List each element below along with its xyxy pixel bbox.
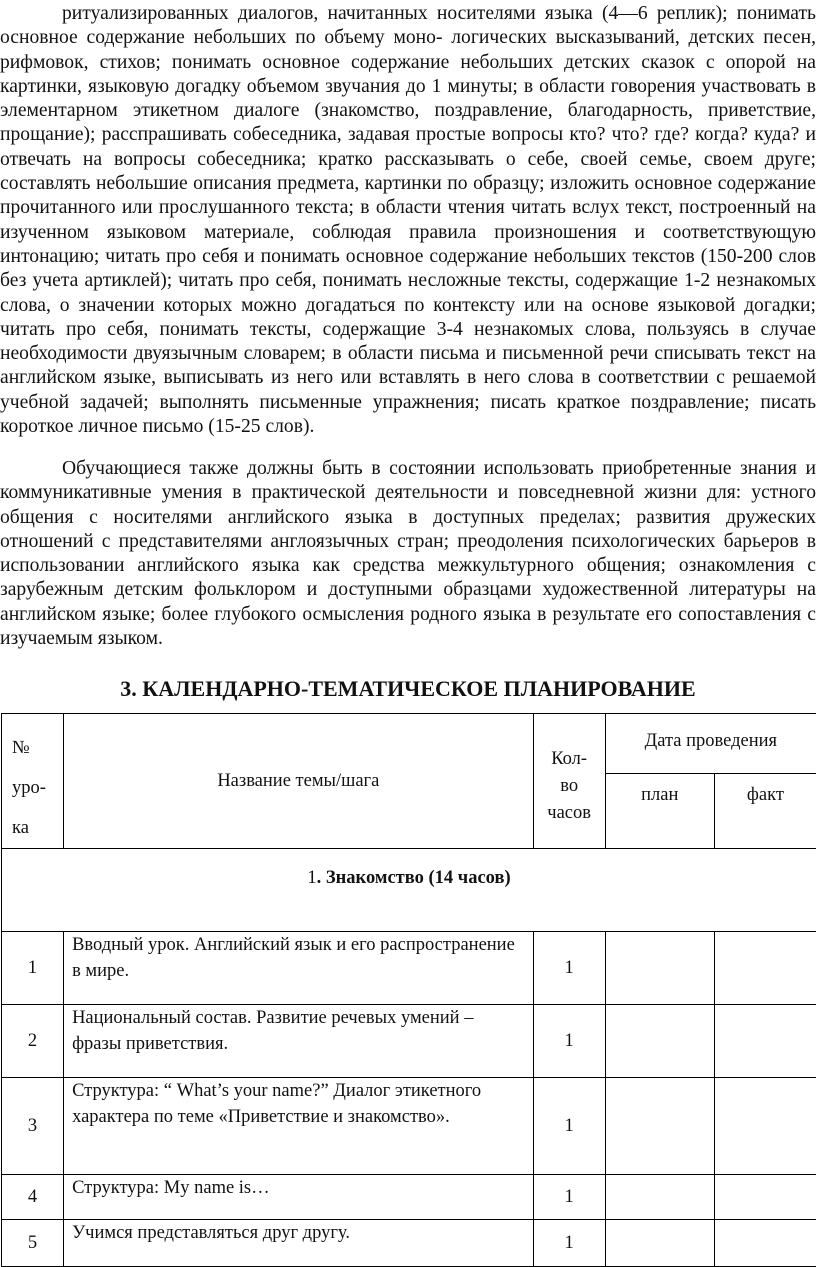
row-plan-date: [605, 1175, 714, 1220]
row-number: 1: [2, 932, 64, 1005]
row-fact-date: [714, 932, 816, 1005]
row-fact-date: [714, 1078, 816, 1175]
header-topic-name: Название темы/шага: [64, 714, 534, 849]
header-hours-line2: во: [534, 773, 605, 800]
paragraph-2: Обучающиеся также должны быть в состоянии использовать приобретенные знания и коммуникативные умения в практической деятельности и повседневной жизни для: устного общения с носителями английского языка в доступных пределах; развития дружеских отношений с представителями англоязычных стран; преодоления психологических барьеров в использовании английского языка как средства межкультурного общения; ознакомления с зарубежным детским фольклором и доступными образцами художественной литературы на английском языке; более глубокого осмысления родного языка в результате его сопоставления с изучаемым языком.: [0, 457, 816, 651]
paragraph-1: ритуализированных диалогов, начитанных носителями языка (4—6 реплик); понимать основное содержание небольших по объему моно- логических высказываний, детских песен, рифмовок, стихов; понимать основное содержание небольших детских сказок с опорой на картинки, языковую догадку объемом звучания до 1 минуты; в области говорения участвовать в элементарном этикетном диалоге (знакомство, поздравление, благодарность, приветствие, прощание); расспрашивать собеседника, задавая простые вопросы кто? что? где? когда? куда? и отвечать на вопросы собеседника; кратко рассказывать о себе, своей семье, своем друге; составлять небольшие описания предмета, картинки по образцу; изложить основное содержание прочитанного или прослушанного текста; в области чтения читать вслух текст, построенный на изученном языковом материале, соблюдая правила произношения и соответствующую интонацию; читать про себя и понимать основное содержание небольших текстов (150-200 слов без учета артиклей); читать про себя, понимать несложные тексты, содержащие 1-2 незнакомых слова, о значении которых можно догадаться по контексту или на основе языковой догадки; читать про себя, понимать тексты, содержащие 3-4 незнакомых слова, пользуясь в случае необходимости двуязычным словарем; в области письма и письменной речи списывать текст на английском языке, выписывать из него или вставлять в него слова в соответствии с решаемой учебной задачей; выполнять письменные упражнения; писать краткое поздравление; писать короткое личное письмо (15-25 слов).: [0, 2, 816, 439]
row-number: 4: [2, 1175, 64, 1220]
header-date: Дата проведения: [605, 714, 816, 774]
row-topic: Структура: “ What’s your name?” Диалог этикетного характера по теме «Приветствие и знакомство».: [64, 1078, 534, 1175]
header-hours: [533, 714, 605, 849]
header-plan: план: [605, 774, 714, 849]
row-topic: Учимся представляться друг другу.: [64, 1220, 534, 1267]
table-row: [2, 932, 816, 1005]
row-topic: Структура: My name is…: [64, 1175, 534, 1220]
header-num-symbol: №: [12, 728, 63, 768]
row-hours: 1: [533, 1078, 605, 1175]
row-plan-date: [605, 1220, 714, 1267]
row-number: 2: [2, 1005, 64, 1078]
section-title: [2, 849, 816, 932]
row-hours: 1: [533, 932, 605, 1005]
row-topic: Национальный состав. Развитие речевых умений – фразы приветствия.: [64, 1005, 534, 1078]
section-row: [2, 849, 816, 932]
table-header-row: [2, 714, 816, 774]
header-hours-line1: Кол-: [534, 746, 605, 773]
row-fact-date: [714, 1005, 816, 1078]
section-title-text: . Знакомство (14 часов): [317, 868, 511, 888]
section-number: 1: [307, 868, 316, 888]
row-hours: 1: [533, 1175, 605, 1220]
row-fact-date: [714, 1220, 816, 1267]
table-row: [2, 1220, 816, 1267]
table-row: [2, 1078, 816, 1175]
section-heading: 3. КАЛЕНДАРНО-ТЕМАТИЧЕСКОЕ ПЛАНИРОВАНИЕ: [0, 676, 816, 702]
header-num-line3: ка: [12, 808, 63, 848]
header-num-line2: уро-: [12, 768, 63, 808]
table-row: [2, 1005, 816, 1078]
row-fact-date: [714, 1175, 816, 1220]
row-topic: Вводный урок. Английский язык и его распространение в мире.: [64, 932, 534, 1005]
table-row: [2, 1175, 816, 1220]
header-lesson-number: [2, 714, 64, 849]
header-fact: факт: [714, 774, 816, 849]
row-plan-date: [605, 932, 714, 1005]
header-hours-line3: часов: [534, 800, 605, 827]
planning-table: [1, 713, 816, 1267]
row-plan-date: [605, 1005, 714, 1078]
row-number: 5: [2, 1220, 64, 1267]
row-number: 3: [2, 1078, 64, 1175]
row-plan-date: [605, 1078, 714, 1175]
row-hours: 1: [533, 1220, 605, 1267]
row-hours: 1: [533, 1005, 605, 1078]
